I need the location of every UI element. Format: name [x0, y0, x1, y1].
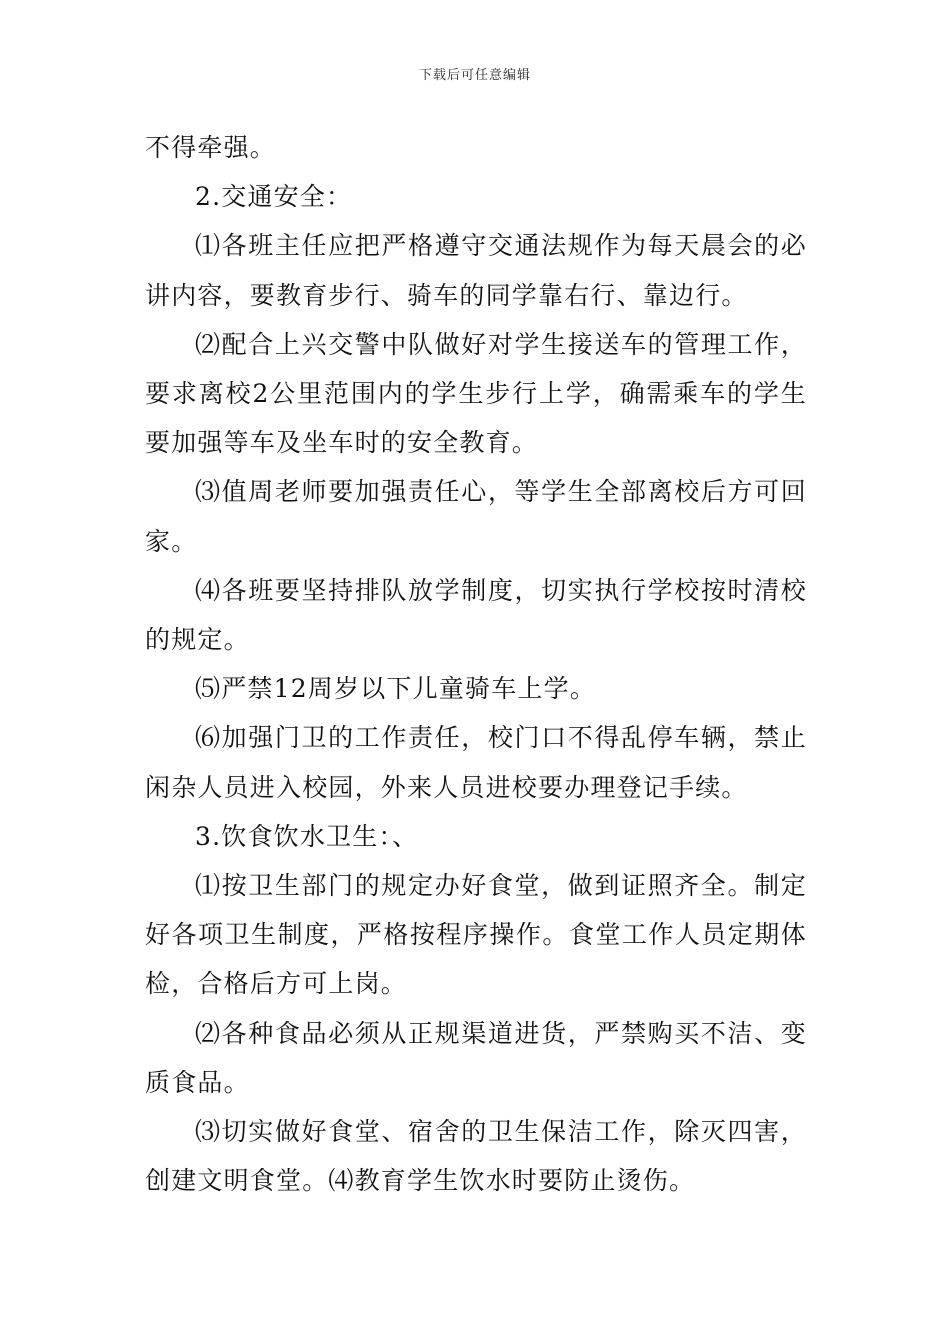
section-heading-traffic-safety: 2.交通安全： — [195, 182, 353, 212]
section-heading-food-hygiene: 3.饮食饮水卫生：、 — [195, 821, 419, 851]
paragraph-traffic-6: ⑹加强门卫的工作责任，校门口不得乱停车辆，禁止闲杂人员进入校园，外来人员进校要办理登记手续。 — [145, 723, 807, 802]
page-header: 下载后可任意编辑 — [418, 68, 531, 83]
paragraph-continuation: 不得牵强。 — [145, 133, 277, 162]
paragraph-food-2: ⑵各种食品必须从正规渠道进货，严禁购买不洁、变质食品。 — [145, 1018, 807, 1097]
paragraph-traffic-1: ⑴各班主任应把严格遵守交通法规作为每天晨会的必讲内容，要教育步行、骑车的同学靠右行、靠边行。 — [145, 231, 807, 310]
paragraph-traffic-5: ⑸严禁12周岁以下儿童骑车上学。 — [195, 674, 597, 704]
paragraph-food-1: ⑴按卫生部门的规定办好食堂，做到证照齐全。制定好各项卫生制度，严格按程序操作。食堂工作人员定期体检，合格后方可上岗。 — [145, 871, 807, 999]
paragraph-food-3: ⑶切实做好食堂、宿舍的卫生保洁工作，除灭四害，创建文明食堂。⑷教育学生饮水时要防止烫伤。 — [145, 1117, 807, 1196]
paragraph-traffic-4: ⑷各班要坚持排队放学制度，切实执行学校按时清校的规定。 — [145, 575, 807, 655]
paragraph-traffic-2: ⑵配合上兴交警中队做好对学生接送车的管理工作，要求离校2公里范围内的学生步行上学，确需乘车的学生要加强等车及坐车时的安全教育。 — [145, 329, 807, 458]
paragraph-traffic-3: ⑶值周老师要加强责任心，等学生全部离校后方可回家。 — [145, 477, 807, 556]
document-body — [145, 123, 807, 1205]
